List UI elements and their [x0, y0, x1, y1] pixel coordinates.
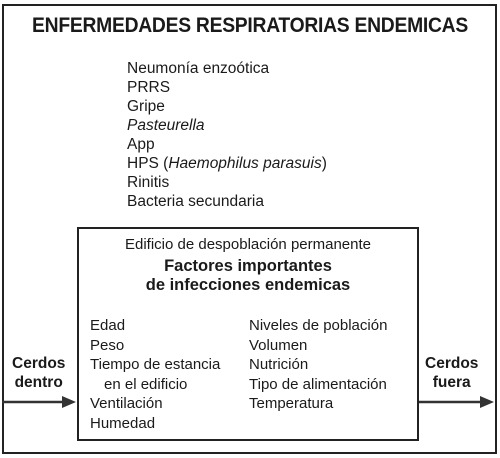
building-subtitle: Edificio de despoblación permanente	[125, 236, 371, 253]
factor-item: Tipo de alimentación	[249, 375, 387, 393]
arrow-in	[2, 396, 76, 408]
factor-item: Edad	[90, 317, 126, 334]
factor-item: Ventilación	[90, 395, 163, 412]
factors-heading-line2: de infecciones endemicas	[145, 276, 351, 294]
disease-item: App	[127, 136, 155, 153]
pigs-in-label: Cerdos dentro	[12, 355, 66, 391]
factor-item: Tiempo de estancia	[90, 356, 221, 373]
disease-item: PRRS	[127, 79, 171, 96]
factor-item: Humedad	[90, 414, 156, 432]
factor-item: Volumen	[249, 336, 308, 354]
disease-item: Neumonía enzoótica	[127, 60, 270, 77]
factor-item: Peso	[90, 336, 125, 354]
arrow-out	[419, 396, 494, 408]
pigs-out-label: Cerdos fuera	[425, 355, 479, 391]
factor-item: Temperatura	[249, 395, 334, 412]
disease-item: HPS (Haemophilus parasuis)	[127, 155, 327, 172]
disease-item: Bacteria secundaria	[127, 193, 264, 210]
disease-item: Pasteurella	[127, 117, 205, 134]
factor-item: Nutrición	[249, 356, 309, 373]
disease-item: Rinitis	[127, 174, 170, 191]
factor-item: en el edificio	[104, 375, 188, 393]
factors-heading-line1: Factores importantes	[164, 257, 332, 275]
disease-item: Gripe	[127, 98, 165, 115]
diagram-title: ENFERMEDADES RESPIRATORIAS ENDEMICAS	[32, 14, 468, 37]
factor-item: Niveles de población	[249, 317, 388, 334]
